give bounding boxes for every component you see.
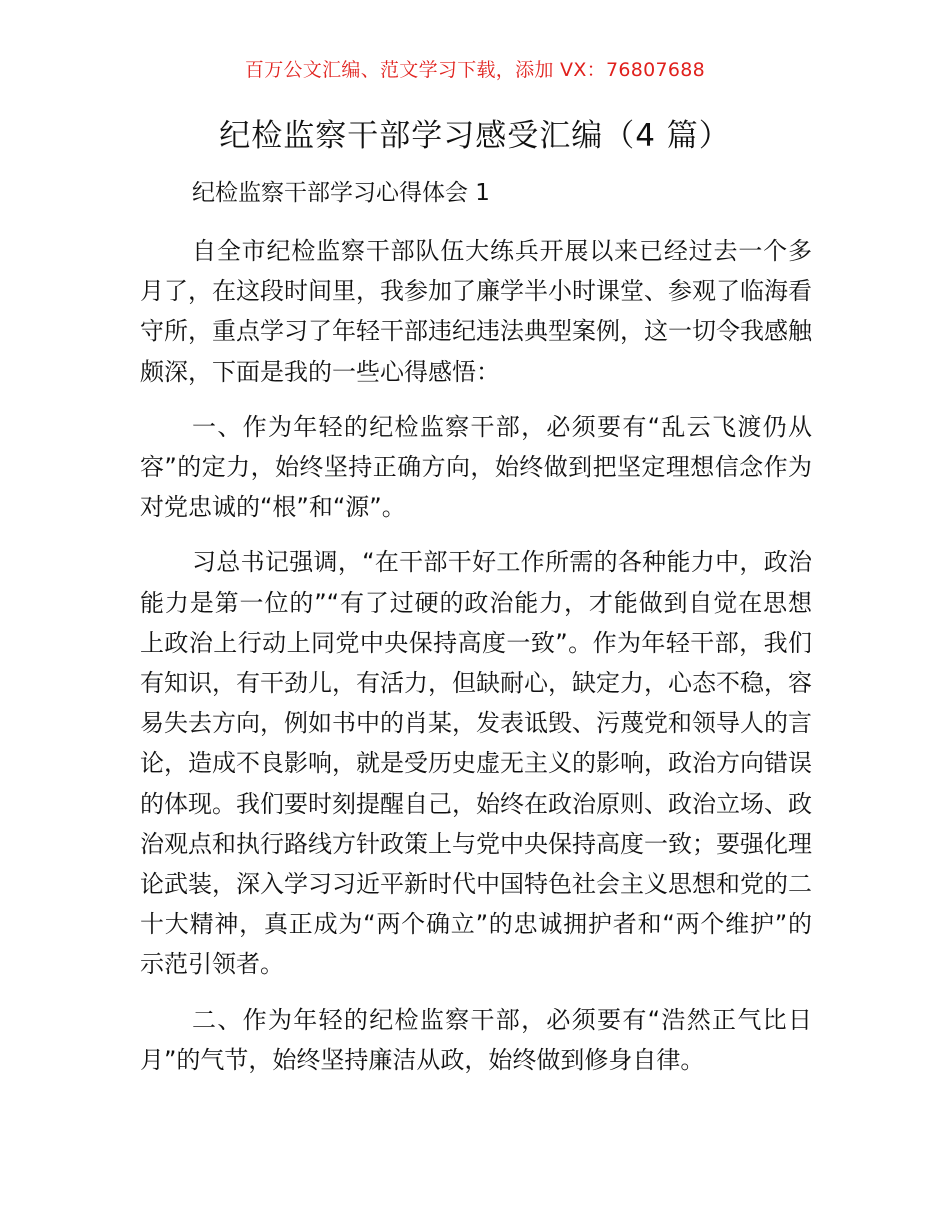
- paragraph-intro: 自全市纪检监察干部队伍大练兵开展以来已经过去一个多月了，在这段时间里，我参加了廉学半小时课堂、参观了临海看守所，重点学习了年轻干部违纪违法典型案例，这一切令我感触颇深，下面是我的一些心得感悟：: [140, 237, 812, 386]
- paragraph-point-one-detail: 习总书记强调，“在干部干好工作所需的各种能力中，政治能力是第一位的”“有了过硬的政治能力，才能做到自觉在思想上政治上行动上同党中央保持高度一致”。作为年轻干部，我们有知识，有干劲儿，有活力，但缺耐心，缺定力，心态不稳，容易失去方向，例如书中的肖某，发表诋毁、污蔑党和领导人的言论，造成不良影响，就是受历史虚无主义的影响，政治方向错误的体现。我们要时刻提醒自己，始终在政治原则、政治立场、政治观点和执行路线方针政策上与党中央保持高度一致；要强化理论武装，深入学习习近平新时代中国特色社会主义思想和党的二十大精神，真正成为“两个确立”的忠诚拥护者和“两个维护”的示范引领者。: [140, 548, 812, 979]
- paragraph-point-two: 二、作为年轻的纪检监察干部，必须要有“浩然正气比日月”的气节，始终坚持廉洁从政，始终做到修身自律。: [140, 1005, 812, 1074]
- document-title: 纪检监察干部学习感受汇编（4 篇）: [219, 118, 731, 154]
- download-notice: 百万公文汇编、范文学习下载，添加 VX：76807688: [244, 59, 706, 81]
- paragraph-point-one: 一、作为年轻的纪检监察干部，必须要有“乱云飞渡仍从容”的定力，始终坚持正确方向，始终做到把坚定理想信念作为对党忠诚的“根”和“源”。: [140, 412, 812, 522]
- section-subheading: 纪检监察干部学习心得体会 1: [192, 180, 490, 206]
- document-body: [140, 170, 812, 1095]
